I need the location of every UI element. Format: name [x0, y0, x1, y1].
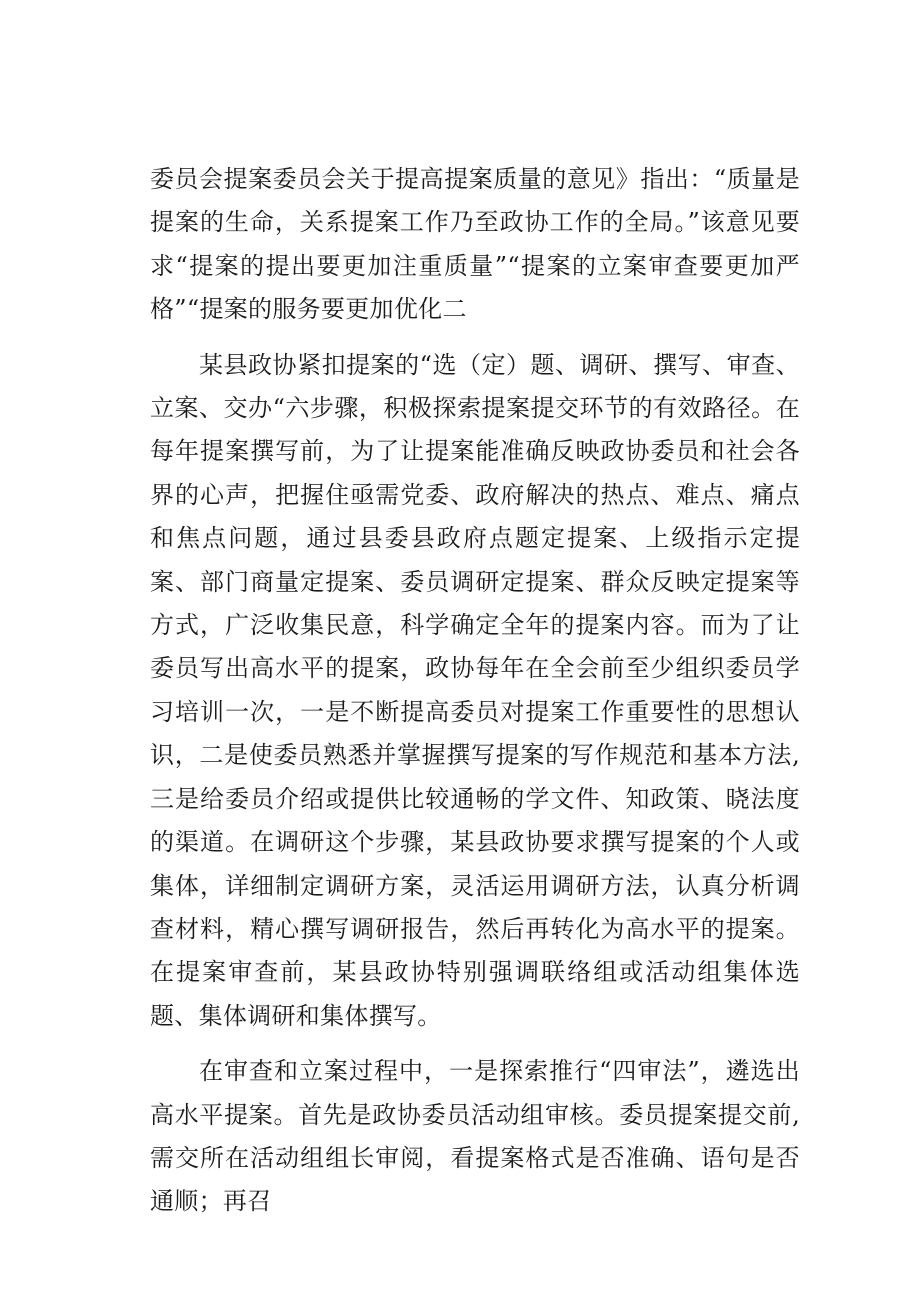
document-body	[150, 158, 800, 1224]
paragraph-3: 在审查和立案过程中，一是探索推行“四审法”，遴选出高水平提案。首先是政协委员活动组审核。委员提案提交前,需交所在活动组组长审阅，看提案格式是否准确、语句是否通顺；再召	[150, 1057, 800, 1216]
paragraph-2: 某县政协紧扣提案的“选（定）题、调研、撰写、审查、立案、交办“六步骤，积极探索提案提交环节的有效路径。在每年提案撰写前，为了让提案能准确反映政协委员和社会各界的心声，把握住亟需党委、政府解决的热点、难点、痛点和焦点问题，通过县委县政府点题定提案、上级指示定提案、部门商量定提案、委员调研定提案、群众反映定提案等方式，广泛收集民意，科学确定全年的提案内容。而为了让委员写出高水平的提案，政协每年在全会前至少组织委员学习培训一次，一是不断提高委员对提案工作重要性的思想认识，二是使委员熟悉并掌握撰写提案的写作规范和基本方法,三是给委员介绍或提供比较通畅的学文件、知政策、晓法度的渠道。在调研这个步骤，某县政协要求撰写提案的个人或集体，详细制定调研方案，灵活运用调研方法，认真分析调查材料，精心撰写调研报告，然后再转化为高水平的提案。在提案审查前，某县政协特别强调联络组或活动组集体选题、集体调研和集体撰写。	[150, 350, 800, 1030]
paragraph-1: 委员会提案委员会关于提高提案质量的意见》指出：“质量是提案的生命，关系提案工作乃至政协工作的全局。”该意见要求“提案的提出要更加注重质量”“提案的立案审查要更加严格”“提案的服务要更加优化二	[150, 165, 800, 324]
